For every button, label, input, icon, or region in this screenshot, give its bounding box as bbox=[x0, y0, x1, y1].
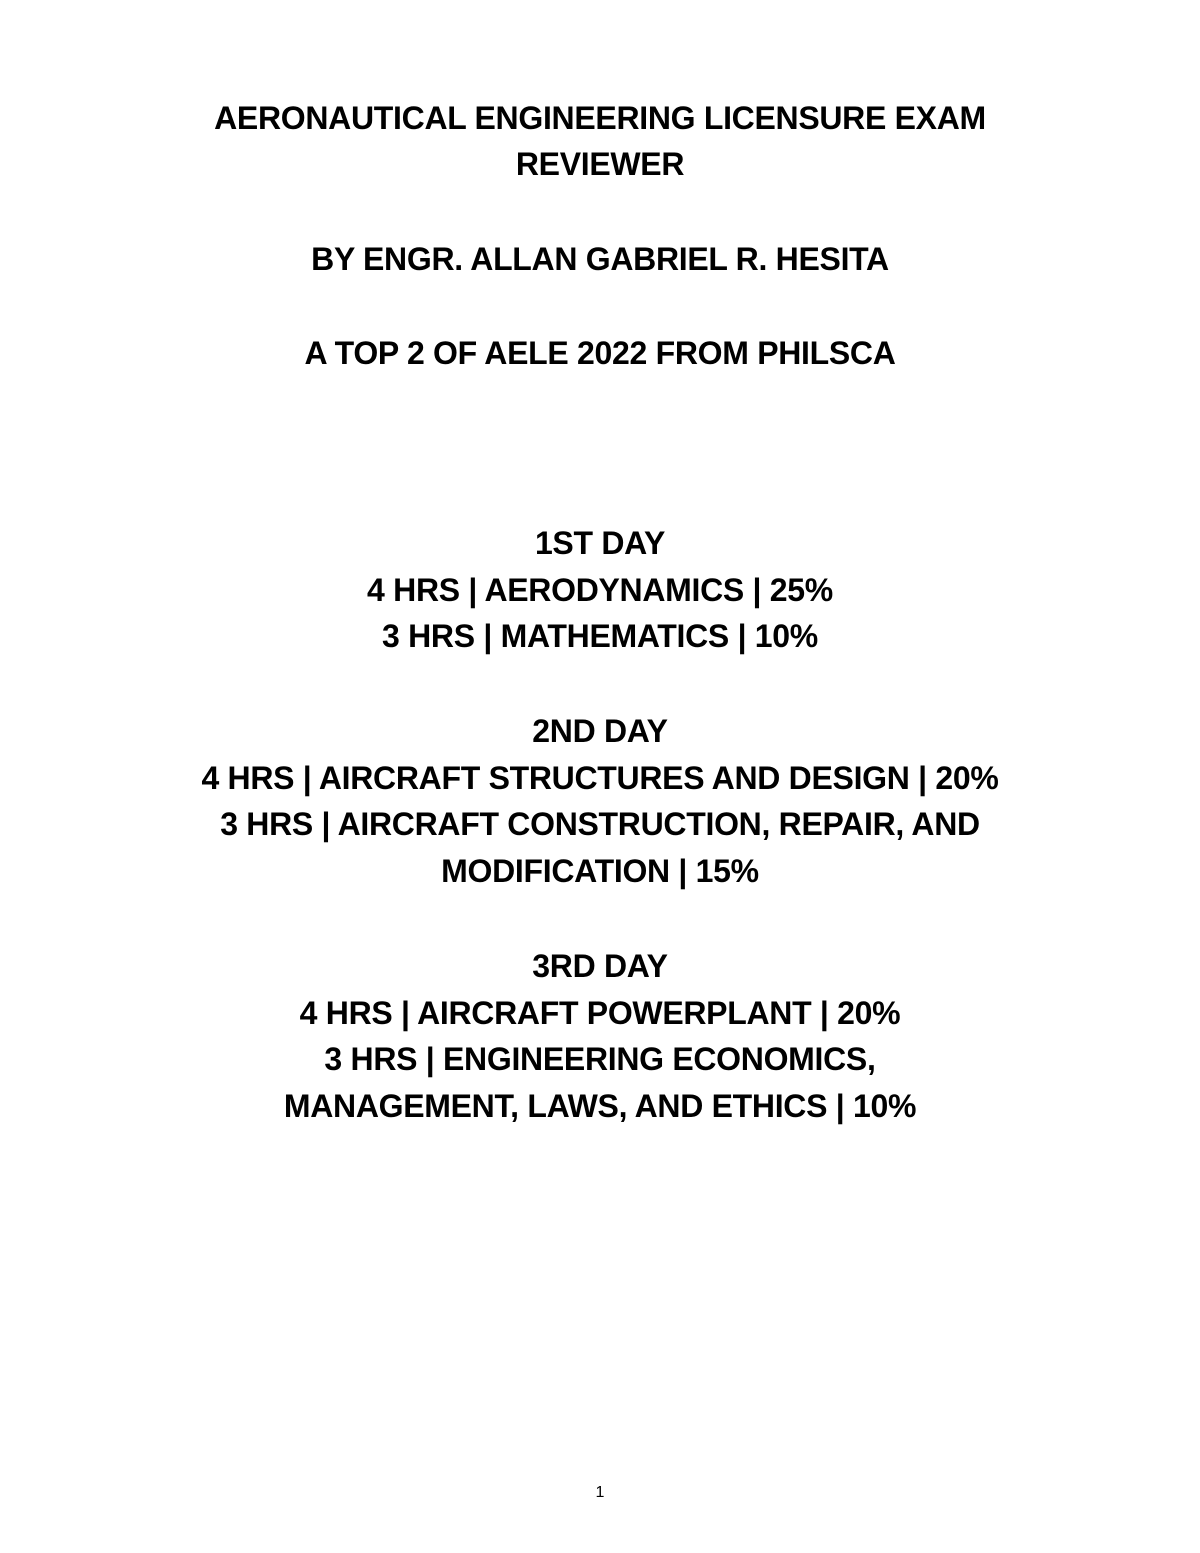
distinction-line: A TOP 2 OF AELE 2022 FROM PHILSCA bbox=[304, 335, 896, 371]
title-line-1: AERONAUTICAL ENGINEERING LICENSURE EXAM bbox=[214, 100, 986, 136]
day2-heading: 2ND DAY bbox=[532, 713, 668, 749]
day2-line-3: MODIFICATION | 15% bbox=[441, 853, 759, 889]
day3-heading: 3RD DAY bbox=[532, 948, 668, 984]
day2-line-2: 3 HRS | AIRCRAFT CONSTRUCTION, REPAIR, AND bbox=[220, 806, 980, 842]
day2-line-1: 4 HRS | AIRCRAFT STRUCTURES AND DESIGN | 20% bbox=[201, 760, 999, 796]
day1-heading: 1ST DAY bbox=[534, 525, 666, 561]
day3-line-1: 4 HRS | AIRCRAFT POWERPLANT | 20% bbox=[299, 995, 901, 1031]
day1-line-1: 4 HRS | AERODYNAMICS | 25% bbox=[367, 572, 833, 608]
title-line-2: REVIEWER bbox=[515, 146, 685, 182]
day3-line-2: 3 HRS | ENGINEERING ECONOMICS, bbox=[324, 1041, 876, 1077]
author-line: BY ENGR. ALLAN GABRIEL R. HESITA bbox=[311, 241, 889, 277]
day3-line-3: MANAGEMENT, LAWS, AND ETHICS | 10% bbox=[283, 1088, 917, 1124]
day1-line-2: 3 HRS | MATHEMATICS | 10% bbox=[382, 618, 818, 654]
page-number: 1 bbox=[595, 1484, 605, 1501]
